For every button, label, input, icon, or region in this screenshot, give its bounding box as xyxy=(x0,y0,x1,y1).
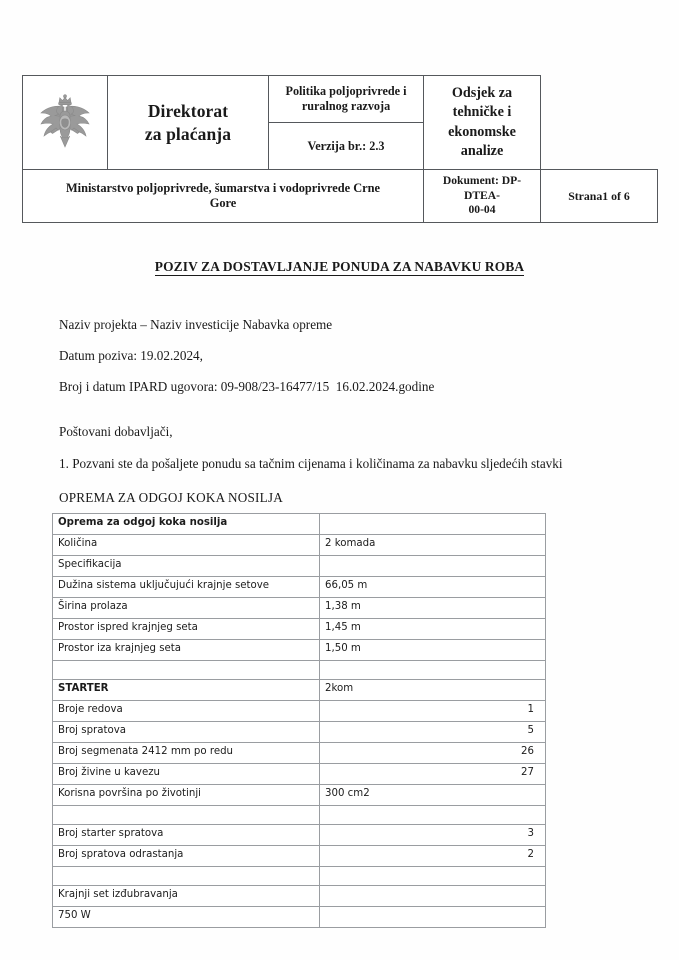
table-spacer-row xyxy=(53,661,546,680)
table-row xyxy=(53,785,546,806)
section-heading: OPREMA ZA ODGOJ KOKA NOSILJA xyxy=(59,489,283,505)
table-cell-label: 750 W xyxy=(53,907,320,928)
table-row xyxy=(53,907,546,928)
document-header-table xyxy=(22,75,658,223)
document-code-line-1: Dokument: DP-DTEA- xyxy=(442,174,522,202)
table-cell-label: Krajnji set izđubravanja xyxy=(53,886,320,907)
header-row-top xyxy=(23,76,658,123)
table-cell-value: 1 xyxy=(320,701,546,722)
salutation-line: Poštovani dobavljači, xyxy=(59,423,173,439)
project-name-line: Naziv projekta – Naziv investicije Nabavka opreme xyxy=(59,317,333,332)
table-cell-value: 1,45 m xyxy=(320,619,546,640)
table-cell-label: Broj segmenata 2412 mm po redu xyxy=(53,743,320,764)
table-cell-value xyxy=(320,907,546,928)
table-cell-label: Broje redova xyxy=(53,701,320,722)
table-cell-value: 2kom xyxy=(320,680,546,701)
contract-number-line: Broj i datum IPARD ugovora: 09-908/23-16477/15 16.02.2024.godine xyxy=(59,379,435,395)
table-cell-label: Prostor ispred krajnjeg seta xyxy=(53,619,320,640)
table-row xyxy=(53,722,546,743)
specification-table-body xyxy=(53,514,546,928)
table-cell-value: 2 xyxy=(320,846,546,867)
table-cell-value xyxy=(320,556,546,577)
version-cell: Verzija br.: 2.3 xyxy=(269,123,424,170)
table-cell-value: 300 cm2 xyxy=(320,785,546,806)
document-code-line-2: 00-04 xyxy=(468,203,496,217)
directorate-title-cell xyxy=(108,76,269,170)
table-row xyxy=(53,577,546,598)
ministry-line-1: Ministarstvo poljoprivrede, šumarstva i vodoprivrede Crne xyxy=(65,180,381,195)
table-cell-label: Broj starter spratova xyxy=(53,825,320,846)
table-cell-value: 26 xyxy=(320,743,546,764)
table-cell-value xyxy=(320,886,546,907)
table-cell-value: 3 xyxy=(320,825,546,846)
policy-line-1: Politika poljoprivrede i xyxy=(285,84,407,99)
directorate-line-1: Direktorat xyxy=(147,101,229,122)
table-cell-label: Oprema za odgoj koka nosilja xyxy=(53,514,320,535)
table-cell-value: 5 xyxy=(320,722,546,743)
page-number-cell: Strana1 of 6 xyxy=(541,170,658,223)
table-cell-label xyxy=(53,661,320,680)
table-row xyxy=(53,598,546,619)
table-cell-value xyxy=(320,661,546,680)
table-cell-label xyxy=(53,867,320,886)
invitation-date-line: Datum poziva: 19.02.2024, xyxy=(59,348,203,364)
department-line-2: ekonomske analize xyxy=(448,123,516,159)
table-cell-label xyxy=(53,806,320,825)
table-row xyxy=(53,846,546,867)
equipment-specification-table xyxy=(52,513,546,928)
table-cell-value: 1,50 m xyxy=(320,640,546,661)
table-cell-value xyxy=(320,514,546,535)
table-cell-label: Broj spratova odrastanja xyxy=(53,846,320,867)
table-cell-label: Broj spratova xyxy=(53,722,320,743)
table-row xyxy=(53,825,546,846)
table-cell-value xyxy=(320,867,546,886)
table-row xyxy=(53,680,546,701)
body-spacer xyxy=(59,412,619,425)
table-cell-label: Broj živine u kavezu xyxy=(53,764,320,785)
ministry-cell xyxy=(23,170,424,223)
table-row xyxy=(53,640,546,661)
table-cell-label: Prostor iza krajnjeg seta xyxy=(53,640,320,661)
directorate-line-2: za plaćanja xyxy=(144,123,232,144)
policy-cell xyxy=(269,76,424,123)
table-cell-label: Dužina sistema uključujući krajnje setove xyxy=(53,577,320,598)
table-cell-value: 2 komada xyxy=(320,535,546,556)
page-title xyxy=(0,259,679,275)
table-cell-label: Količina xyxy=(53,535,320,556)
policy-line-2: ruralnog razvoja xyxy=(301,99,391,113)
coat-of-arms-icon xyxy=(23,81,107,165)
table-cell-value: 27 xyxy=(320,764,546,785)
department-cell xyxy=(424,76,541,170)
table-row xyxy=(53,619,546,640)
table-row xyxy=(53,556,546,577)
ministry-line-2: Gore xyxy=(209,196,237,210)
table-cell-label: Širina prolaza xyxy=(53,598,320,619)
table-spacer-row xyxy=(53,806,546,825)
table-cell-value xyxy=(320,806,546,825)
page-title-text: POZIV ZA DOSTAVLJANJE PONUDA ZA NABAVKU ROBA xyxy=(154,259,525,274)
coat-of-arms-cell xyxy=(23,76,108,170)
header-row-bottom xyxy=(23,170,658,223)
table-row xyxy=(53,764,546,785)
table-cell-label: STARTER xyxy=(53,680,320,701)
department-line-1: Odsjek za tehničke i xyxy=(451,85,513,121)
table-cell-label: Specifikacija xyxy=(53,556,320,577)
table-row xyxy=(53,701,546,722)
table-row xyxy=(53,743,546,764)
table-cell-value: 66,05 m xyxy=(320,577,546,598)
table-cell-value: 1,38 m xyxy=(320,598,546,619)
document-code-cell xyxy=(424,170,541,223)
table-spacer-row xyxy=(53,867,546,886)
list-item-1: 1. Pozvani ste da pošaljete ponudu sa tačnim cijenama i količinama za nabavku sljedećih stavki xyxy=(59,455,563,471)
table-row xyxy=(53,535,546,556)
table-row xyxy=(53,514,546,535)
document-body xyxy=(59,318,619,506)
table-cell-label: Korisna površina po životinji xyxy=(53,785,320,806)
table-row xyxy=(53,886,546,907)
